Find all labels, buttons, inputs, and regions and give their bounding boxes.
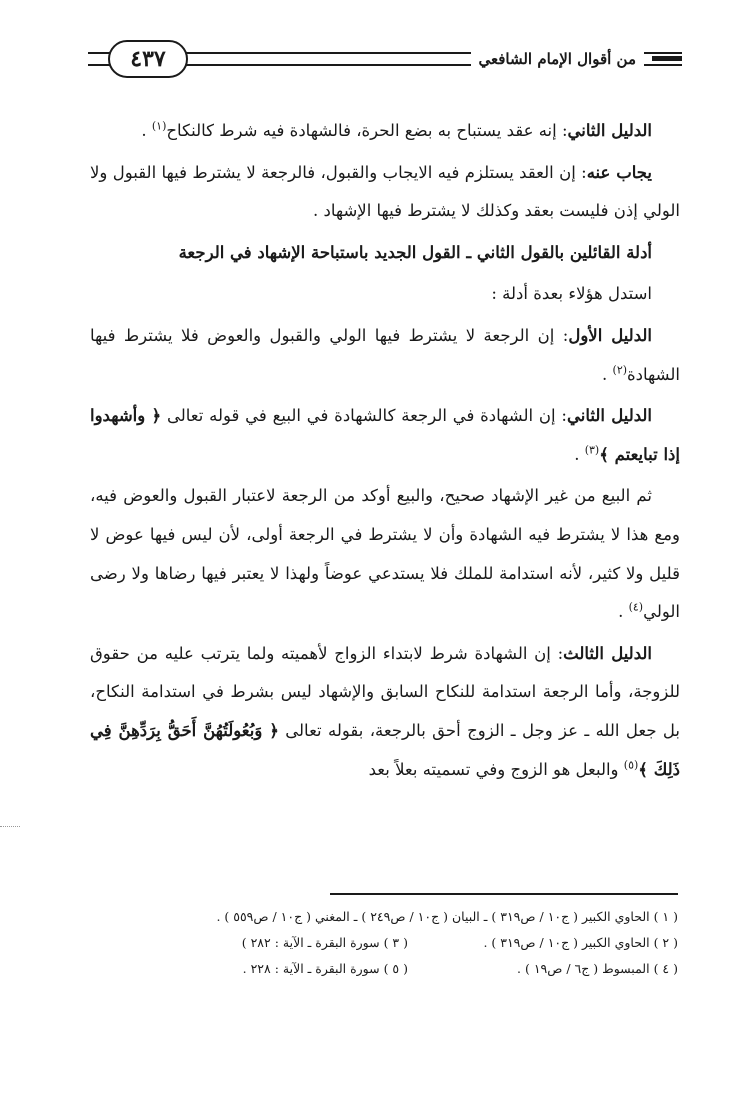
footnote-row <box>150 904 678 930</box>
text-first-evidence: : إن الرجعة لا يشترط فيها الولي والقبول والعوض فلا يشترط فيها الشهادة <box>90 325 680 384</box>
intro-line: استدل هؤلاء بعدة أدلة : <box>491 284 652 304</box>
text-end: . <box>141 121 152 140</box>
text-second-evidence-b: : إن الشهادة في الرجعة كالشهادة في البيع في قوله تعالى <box>161 406 567 426</box>
paragraph-first-evidence <box>90 317 680 394</box>
footnote-row <box>150 956 678 982</box>
label-third-evidence: الدليل الثالث <box>563 643 652 663</box>
footnote-ref-3[interactable]: (٣) <box>584 443 600 457</box>
footnote-4: ( ٤ ) المبسوط ( ج٦ / ص١٩ ) . <box>517 961 678 976</box>
footnote-ref-4[interactable]: (٤) <box>628 600 644 614</box>
label-reply: يجاب عنه <box>586 162 652 182</box>
page-body <box>90 112 680 792</box>
footnote-5: ( ٥ ) سورة البقرة ـ الآية : ٢٢٨ . <box>242 961 408 976</box>
page-number: ٤٣٧ <box>108 40 188 78</box>
quran-verse-husbands: ﴿ وَبُعُولَتُهُنَّ أَحَقُّ بِرَدِّهِنَّ فِي ذَلِكَ ﴾ <box>90 720 680 779</box>
text-end: . <box>574 444 585 464</box>
footnote-3: ( ٣ ) سورة البقرة ـ الآية : ٢٨٢ ) <box>241 935 408 950</box>
text-third-evidence: : إن الشهادة شرط لابتداء الزواج لأهميته ولما يترتب عليه من حقوق للزوجة، وأما الرجعة استدامة للنكاح السابق والإشهاد ليس بشرط في استدامة النكاح، بل جعل الله ـ عز وجل ـ الزوج أحق بالرجعة، بقوله تعالى <box>90 643 681 740</box>
text-end: . <box>602 364 613 384</box>
paragraph-second-evidence <box>90 112 680 151</box>
quran-verse-trade: ﴿ وأشهدوا إذا تبايعتم ﴾ <box>90 406 680 464</box>
paragraph-sale-argument <box>90 477 680 631</box>
margin-mark <box>0 826 20 828</box>
paragraph-reply <box>90 154 680 231</box>
text-third-evidence-end: والبعل هو الزوج وفي تسميته بعلاً بعد <box>368 759 624 779</box>
paragraph-third-evidence <box>90 635 680 789</box>
footnote-2: ( ٢ ) الحاوي الكبير ( ج١٠ / ص٣١٩ ) . <box>483 935 678 950</box>
section-heading: أدلة القائلين بالقول الثاني ـ القول الجديد باستباحة الإشهاد في الرجعة <box>178 242 652 262</box>
label-second-evidence-b: الدليل الثاني <box>566 406 652 426</box>
header-rule-thick <box>652 56 682 61</box>
running-title: من أقوال الإمام الشافعي <box>471 50 645 68</box>
footnote-ref-1[interactable]: (١) <box>151 119 167 133</box>
text-end: . <box>618 602 629 622</box>
text-second-evidence: : إنه عقد يستباح به بضع الحرة، فالشهادة فيه شرط كالنكاح <box>166 121 568 140</box>
label-second-evidence: الدليل الثاني <box>567 121 652 140</box>
footnote-ref-5[interactable]: (٥) <box>623 758 639 771</box>
paragraph-second-evidence-b <box>90 397 680 474</box>
footnote-separator <box>330 893 678 895</box>
text-reply: : إن العقد يستلزم فيه الايجاب والقبول، فالرجعة لا يشترط فيها القبول ولا الولي إذن فليست بعقد وكذلك لا يشترط فيها الإشهاد . <box>90 162 680 221</box>
footnote-1: ( ١ ) الحاوي الكبير ( ج١٠ / ص٣١٩ ) ـ البيان ( ج١٠ / ص٢٤٩ ) ـ المغني ( ج١٠ / ص٥٥٩ ) . <box>216 909 678 924</box>
footnotes <box>150 904 678 982</box>
footnote-ref-2[interactable]: (٢) <box>612 363 628 377</box>
label-first-evidence: الدليل الأول <box>568 325 652 345</box>
page-header <box>88 40 682 80</box>
footnote-row <box>150 930 678 956</box>
text-sale-argument: ثم البيع من غير الإشهاد صحيح، والبيع أوكد من الرجعة لاعتبار القبول والعوض فيه، ومع هذا لا يشترط فيه الشهادة وأن لا يشترط في الرجعة أولى، لأن ليس فيها عوض لا قليل ولا كثير، لأنه استدامة للملك فلا يستدعي عوضاً ولهذا لا يعتبر فيها رضاها ولا رضى الولي <box>90 486 680 622</box>
